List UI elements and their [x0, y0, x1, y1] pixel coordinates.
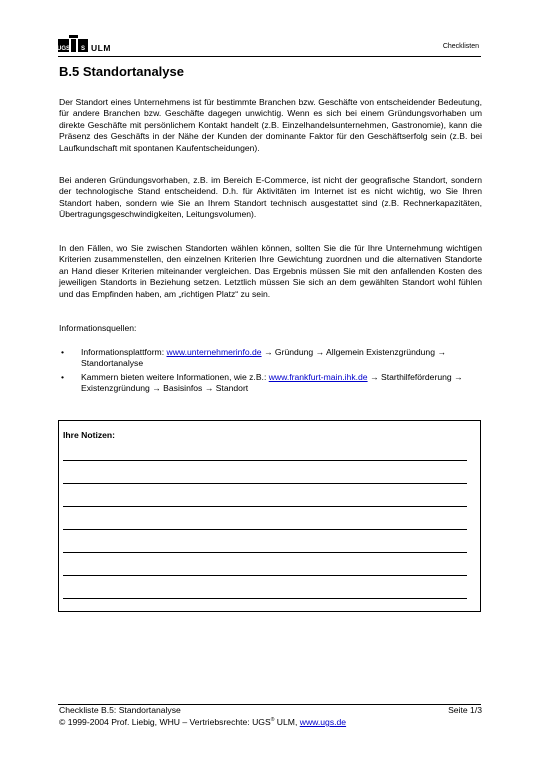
notes-line[interactable]: [63, 506, 467, 507]
bullet-icon: •: [61, 371, 65, 382]
source-link-ihk[interactable]: www.frankfurt-main.ihk.de: [268, 371, 368, 382]
ugs-logo: [58, 38, 111, 52]
notes-title: Ihre Notizen:: [63, 430, 116, 440]
source-link-unternehmerinfo[interactable]: www.unternehmerinfo.de: [166, 347, 262, 357]
notes-line[interactable]: [63, 483, 467, 484]
header-label: Checklisten: [442, 43, 479, 50]
registered-mark: ®: [270, 717, 275, 723]
notes-line[interactable]: [63, 529, 467, 530]
source-path: → Gründung → Allgemein Existenzgründung → Standortanalyse: [81, 347, 446, 369]
sources-label: Informationsquellen:: [59, 323, 137, 333]
footer-checklist-title: Checkliste B.5: Standortanalyse: [59, 705, 181, 715]
notes-box: [58, 420, 481, 612]
bullet-icon: •: [61, 347, 65, 357]
page-header: [58, 36, 481, 56]
notes-line[interactable]: [63, 598, 467, 599]
page-title: B.5 Standortanalyse: [59, 64, 184, 79]
paragraph-2: Bei anderen Gründungsvorhaben, z.B. im Bereich E-Commerce, ist nicht der geografische Standort, sondern der technologische Stand entscheidend. D.h. für Aktivitäten im Internet ist es nicht wichtig, wo Sie Ihren Standort haben, sondern wie Sie an Ihrem Standort technisch ausgestattet sind (z.B. Rechnerkapazitäten, Übertragungsgeschwindigkeiten, Leitungsvolumen).: [59, 175, 482, 220]
copyright-text: © 1999-2004 Prof. Liebig, WHU – Vertriebsrechte: UGS: [59, 716, 271, 727]
notes-line[interactable]: [63, 575, 467, 576]
list-item: [59, 347, 482, 370]
logo-mark-right: S: [78, 39, 88, 52]
sources-list: [59, 347, 482, 397]
notes-line[interactable]: [63, 552, 467, 553]
footer-copyright: [59, 715, 346, 727]
logo-mark-bar: [71, 39, 76, 52]
notes-line[interactable]: [63, 460, 467, 461]
copyright-mid: ULM,: [274, 716, 300, 727]
logo-mark-left: UGS: [58, 39, 69, 52]
paragraph-1: Der Standort eines Unternehmens ist für bestimmte Branchen bzw. Geschäfte von entscheidender Bedeutung, für andere Branchen bzw. Geschäfte dagegen unwichtig. Wenn es sich bei einem Gründungsvorhaben um direkte Geschäfte mit persönlichem Kontakt handelt (z.B. Einzelhandelsunternehmen, Gastronomie), kann die Präsenz des Geschäfts in der Nähe der Kunden der dominante Faktor für den Geschäftserfolg sein (z.B. bei Laufkundschaft mit spontanen Kaufentscheidungen).: [59, 97, 482, 153]
footer-link-ugs[interactable]: www.ugs.de: [299, 716, 347, 727]
page-number: Seite 1/3: [448, 705, 482, 715]
logo-text: ULM: [91, 42, 111, 53]
source-prefix: Kammern bieten weitere Informationen, wie z.B.:: [81, 371, 269, 382]
list-item: [59, 372, 482, 395]
source-path: → Starthilfeförderung → Existenzgründung → Basisinfos → Standort: [81, 371, 463, 394]
paragraph-3: In den Fällen, wo Sie zwischen Standorten wählen können, sollten Sie die für Ihre Unternehmung wichtigen Kriterien zusammenstellen, den einzelnen Kriterien Ihre Gewichtung zuordnen und die alternativen Standorte an Hand dieser Kriterien miteinander vergleichen. Das Ergebnis müssen Sie mit den anfallenden Kosten des jeweiligen Standorts in Beziehung setzen. Letztlich müssen Sie sich an dem gewählten Standort wohl fühlen und das Empfinden haben, am „richtigen Platz“ zu sein.: [59, 243, 482, 299]
header-divider: [58, 56, 481, 57]
source-prefix: Informationsplattform:: [81, 347, 167, 357]
